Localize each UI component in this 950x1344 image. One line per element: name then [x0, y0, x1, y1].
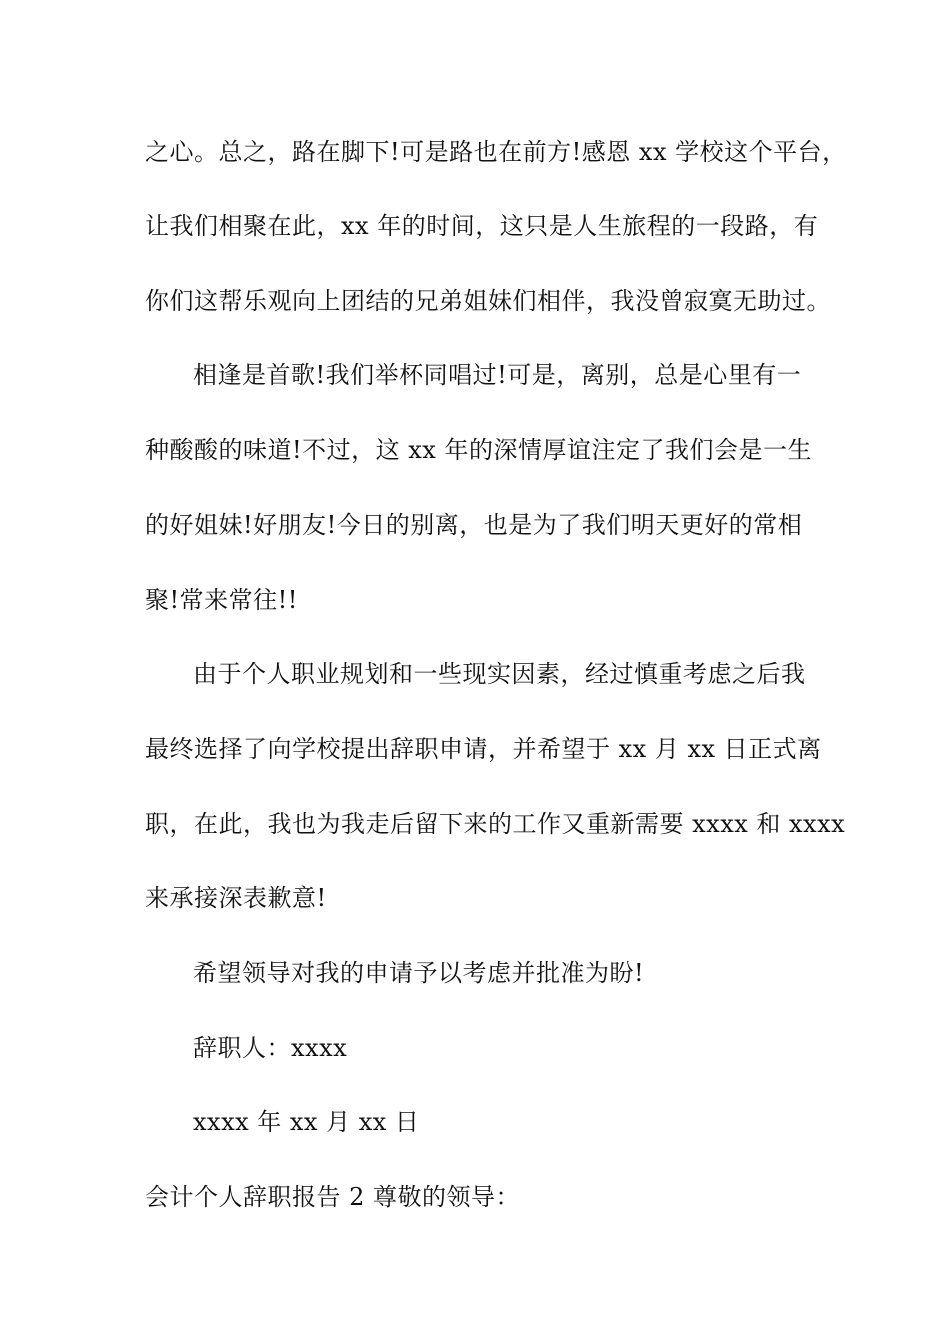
paragraph-line: 你们这帮乐观向上团结的兄弟姐妹们相伴，我没曾寂寞无助过。 — [145, 287, 831, 315]
paragraph-line: 由于个人职业规划和一些现实因素，经过慎重考虑之后我 — [193, 660, 806, 688]
paragraph-line: 之心。总之，路在脚下!可是路也在前方!感恩 xx 学校这个平台， — [145, 138, 847, 166]
request-line: 希望领导对我的申请予以考虑并批准为盼! — [193, 959, 645, 987]
paragraph-line: 相逢是首歌!我们举杯同唱过!可是，离别，总是心里有一 — [193, 361, 802, 389]
resigner-line: 辞职人：xxxx — [193, 1034, 348, 1062]
date-line: xxxx 年 xx 月 xx 日 — [193, 1108, 420, 1136]
paragraph-line: 来承接深表歉意! — [145, 884, 327, 912]
paragraph-line: 种酸酸的味道!不过，这 xx 年的深情厚谊注定了我们会是一生 — [145, 436, 812, 464]
paragraph-line: 让我们相聚在此，xx 年的时间，这只是人生旅程的一段路，有 — [145, 212, 819, 240]
section-heading: 会计个人辞职报告 2 尊敬的领导： — [145, 1183, 521, 1211]
paragraph-line: 最终选择了向学校提出辞职申请，并希望于 xx 月 xx 日正式离 — [145, 735, 822, 763]
paragraph-line: 的好姐妹!好朋友!今日的别离，也是为了我们明天更好的常相 — [145, 511, 803, 539]
paragraph-line: 聚!常来常往!! — [145, 586, 298, 614]
paragraph-line: 职，在此，我也为我走后留下来的工作又重新需要 xxxx 和 xxxx — [145, 810, 846, 838]
